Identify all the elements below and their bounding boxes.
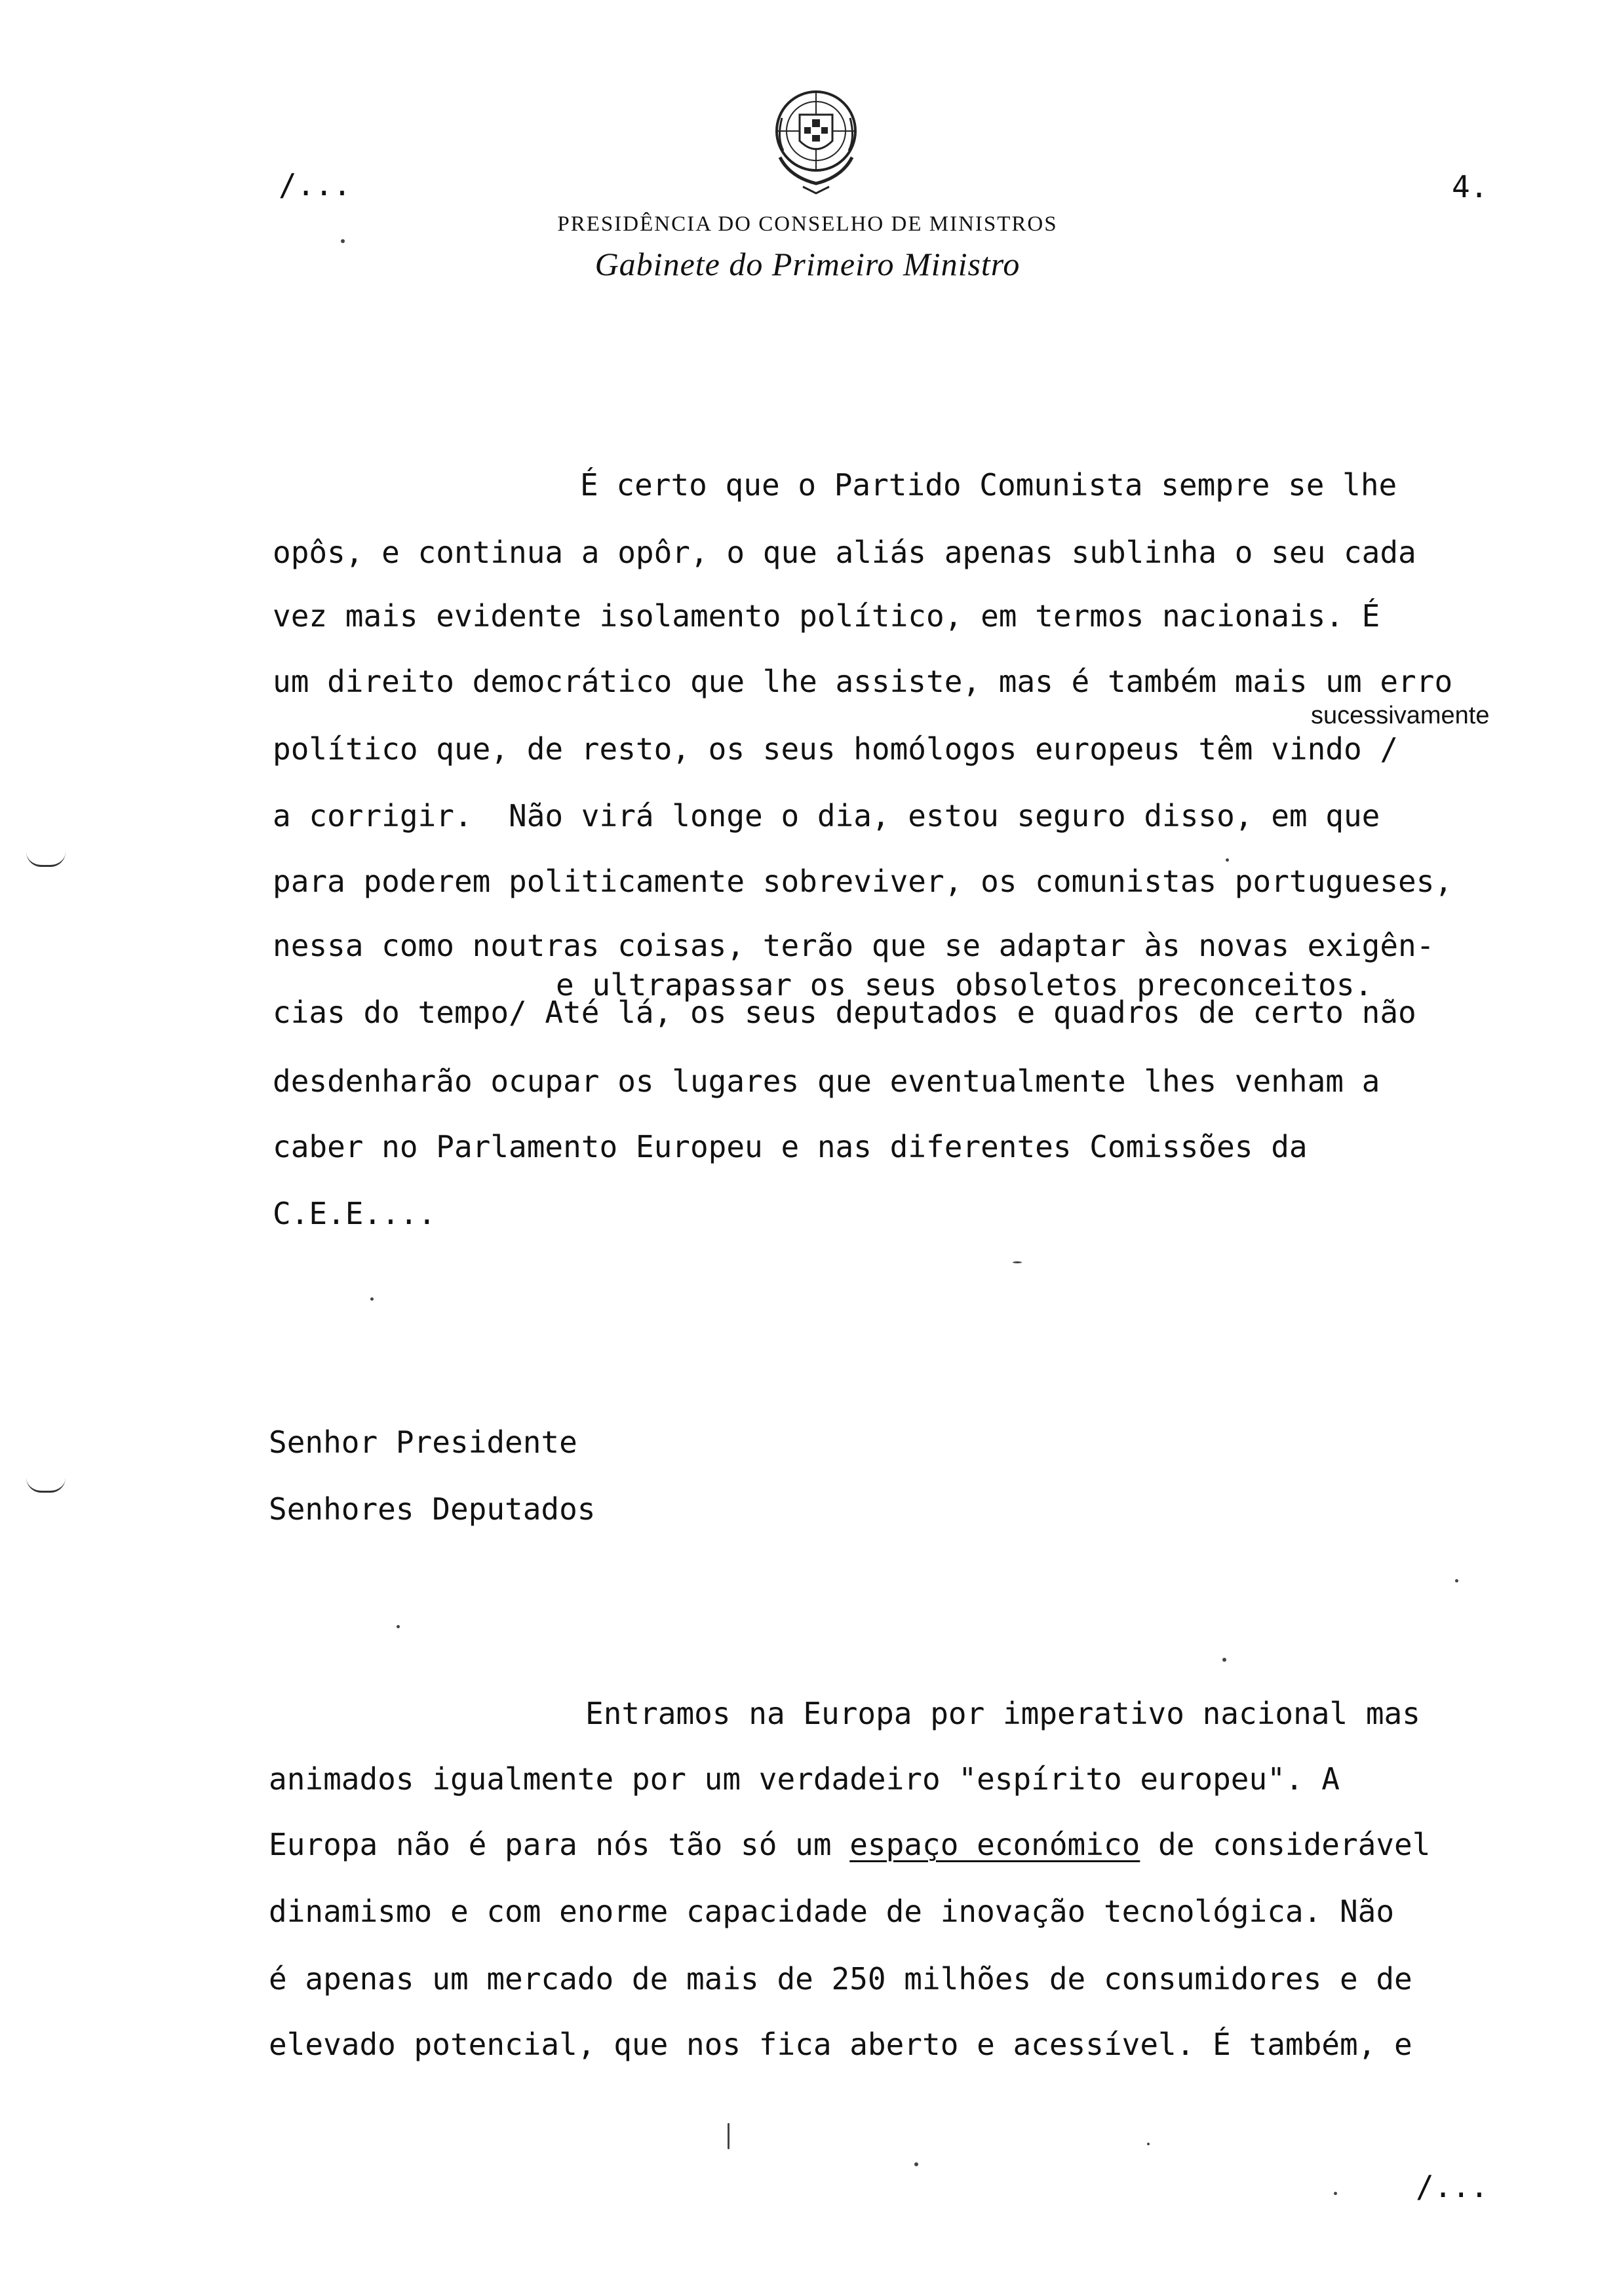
para1-line-1: É certo que o Partido Comunista sempre se lhe — [580, 467, 1397, 503]
scan-speck — [370, 1297, 374, 1301]
scan-speck — [1013, 1261, 1022, 1263]
para1-line-3: vez mais evidente isolamento político, em termos nacionais. É — [273, 598, 1380, 634]
page-number: 4. — [1452, 169, 1489, 204]
continuation-marker-top: /... — [279, 167, 351, 202]
para2-line-3-after: de considerável — [1140, 1827, 1431, 1862]
underlined-phrase: espaço económico — [849, 1827, 1140, 1862]
margin-mark — [26, 1478, 66, 1493]
para2-line-6: elevado potencial, que nos fica aberto e acessível. É também, e — [269, 2027, 1412, 2062]
handwritten-insert-sucessivamente: sucessivamente — [1311, 702, 1490, 729]
para1-line-8: nessa como noutras coisas, terão que se adaptar às novas exigên- — [273, 928, 1435, 963]
salutation-line-2: Senhores Deputados — [269, 1491, 596, 1527]
para2-line-3 — [269, 1828, 1430, 1861]
scan-speck — [1222, 1658, 1226, 1662]
para1-line-4: um direito democrático que lhe assiste, mas é também mais um erro — [273, 664, 1453, 699]
para2-line-2: animados igualmente por um verdadeiro "espírito europeu". A — [269, 1761, 1340, 1797]
typed-insert-ultrapassar: e ultrapassar os seus obsoletos preconceitos. — [556, 967, 1373, 1003]
coat-of-arms-emblem — [764, 79, 868, 197]
scan-speck — [1334, 2192, 1337, 2195]
para1-line-2: opôs, e continua a opôr, o que aliás apenas sublinha o seu cada — [273, 535, 1416, 570]
scan-speck — [397, 1625, 400, 1628]
para2-line-1: Entramos na Europa por imperativo nacional mas — [585, 1696, 1420, 1731]
letterhead-office: Gabinete do Primeiro Ministro — [594, 246, 1021, 282]
para2-line-4: dinamismo e com enorme capacidade de inovação tecnológica. Não — [269, 1894, 1395, 1929]
scan-speck — [1226, 858, 1229, 862]
scan-speck — [341, 239, 345, 243]
salutation-line-1: Senhor Presidente — [269, 1425, 577, 1460]
continuation-marker-bottom: /... — [1416, 2169, 1489, 2204]
letterhead-organization: PRESIDÊNCIA DO CONSELHO DE MINISTROS — [557, 212, 1058, 236]
margin-mark — [26, 852, 66, 867]
para1-line-10: desdenharão ocupar os lugares que eventualmente lhes venham a — [273, 1063, 1380, 1099]
para2-line-3-before: Europa não é para nós tão só um — [269, 1827, 850, 1862]
scan-speck — [728, 2123, 730, 2149]
para2-line-5: é apenas um mercado de mais de 250 milhões de consumidores e de — [269, 1961, 1412, 1997]
para1-line-12: C.E.E.... — [273, 1196, 437, 1231]
scan-speck — [914, 2162, 918, 2166]
para1-line-6: a corrigir. Não virá longe o dia, estou seguro disso, em que — [273, 798, 1380, 833]
scan-speck — [1147, 2143, 1150, 2145]
para1-line-11: caber no Parlamento Europeu e nas diferentes Comissões da — [273, 1129, 1308, 1164]
para1-line-5: político que, de resto, os seus homólogos europeus têm vindo / — [273, 731, 1399, 767]
para1-line-9: cias do tempo/ Até lá, os seus deputados e quadros de certo não — [273, 995, 1416, 1030]
scan-speck — [1455, 1579, 1458, 1582]
para1-line-7: para poderem politicamente sobreviver, os comunistas portugueses, — [273, 864, 1453, 899]
